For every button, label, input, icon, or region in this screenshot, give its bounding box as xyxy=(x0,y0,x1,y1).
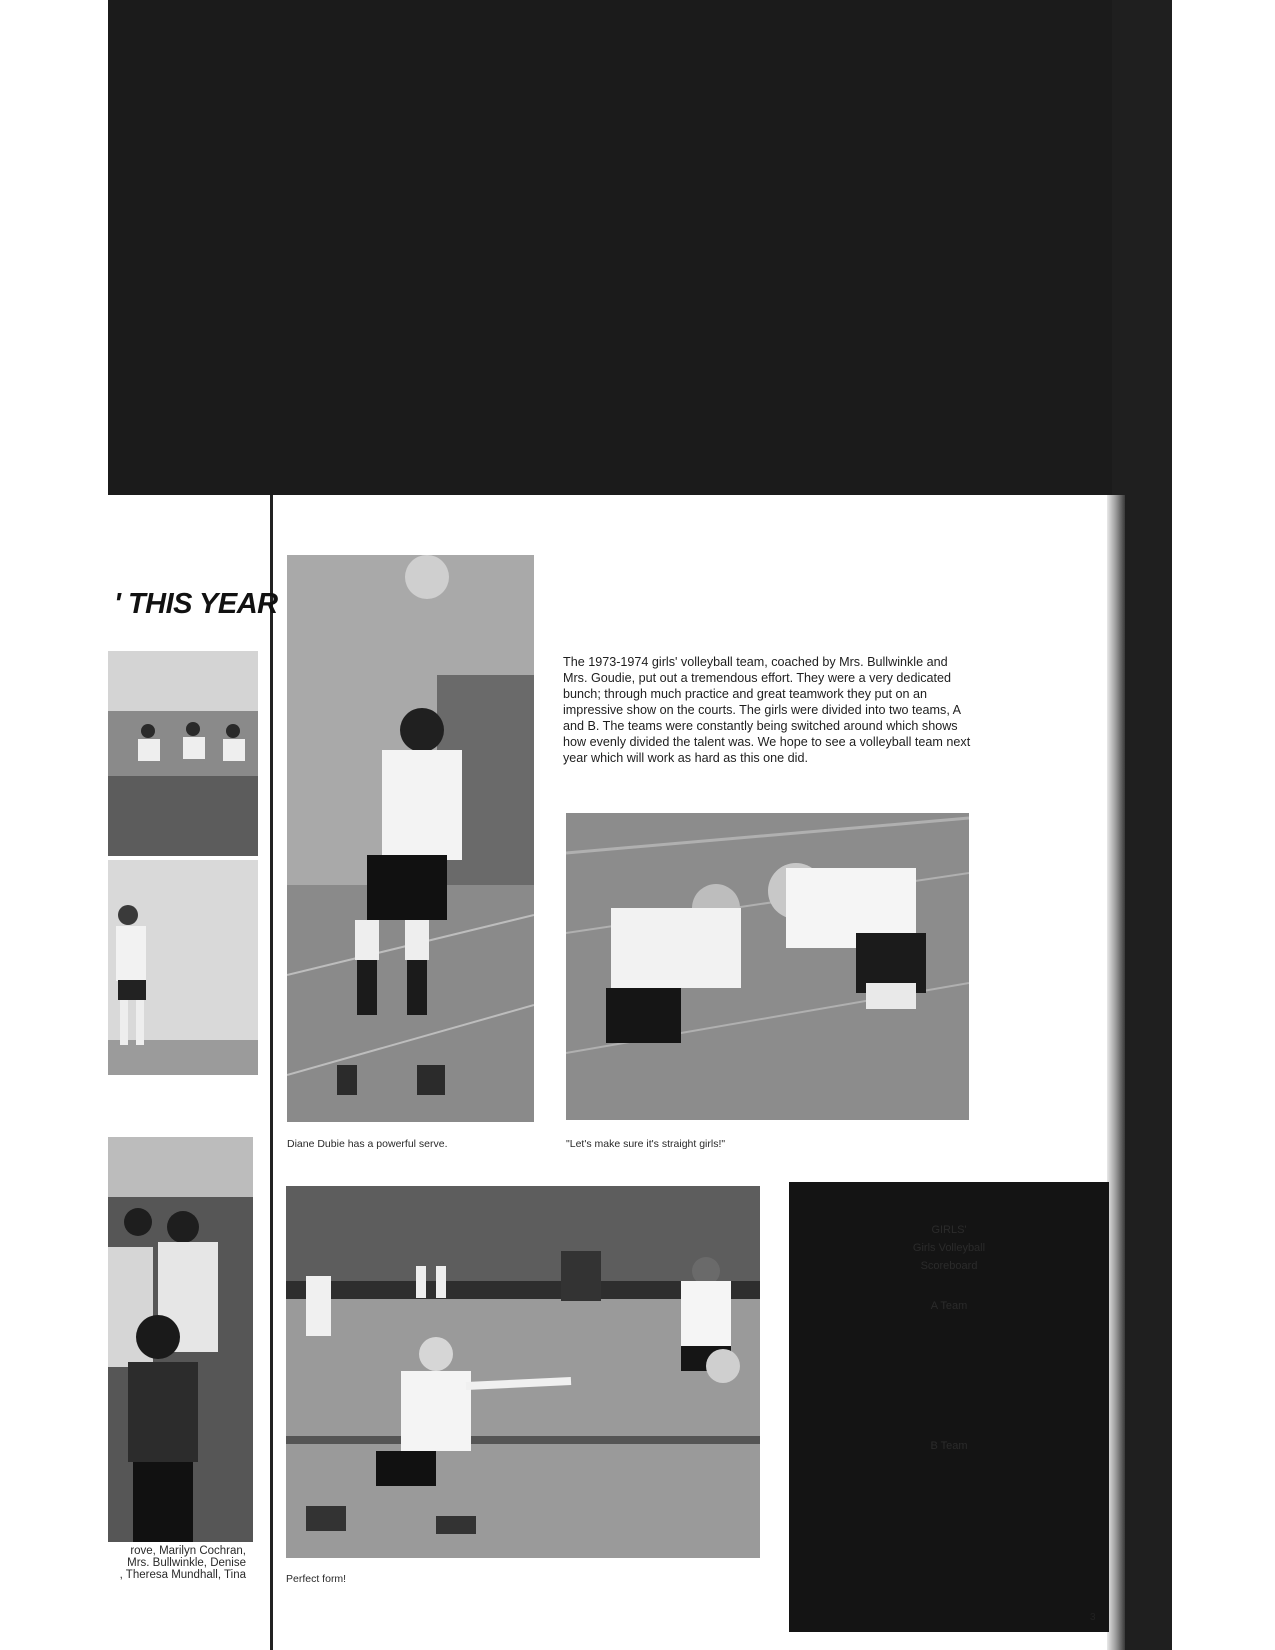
left-page-headline: ' THIS YEAR xyxy=(114,588,278,620)
serve-caption: Diane Dubie has a powerful serve. xyxy=(287,1138,448,1150)
far-right-margin xyxy=(1172,0,1275,1650)
team-caption-line: rove, Marilyn Cochran, xyxy=(130,1545,246,1557)
right-page-edge xyxy=(1107,495,1125,1650)
team-caption-line: , Theresa Mundhall, Tina xyxy=(119,1569,246,1581)
straight-line-photo xyxy=(566,813,969,1120)
player-standing-photo xyxy=(108,860,258,1075)
scoreboard-title-line: Girls Volleyball xyxy=(912,1242,986,1254)
scoreboard-title-line: GIRLS' xyxy=(931,1224,967,1236)
left-margin xyxy=(0,0,108,1650)
team-a-label: A Team xyxy=(930,1300,968,1312)
team-bench-photo xyxy=(108,651,258,856)
straight-caption: "Let's make sure it's straight girls!" xyxy=(566,1138,726,1150)
form-caption: Perfect form! xyxy=(286,1573,347,1585)
perfect-form-photo xyxy=(286,1186,760,1558)
team-b-label: B Team xyxy=(930,1440,968,1452)
team-caption-line: Mrs. Bullwinkle, Denise xyxy=(127,1557,246,1569)
scoreboard-box xyxy=(789,1182,1109,1632)
serve-photo xyxy=(287,555,534,1122)
page-number: 3 xyxy=(1090,1612,1096,1623)
team-caption xyxy=(106,1545,246,1581)
article-body: The 1973-1974 girls' volleyball team, coached by Mrs. Bullwinkle and Mrs. Goudie, put out a tremendous effort. They were a very dedicated bunch; through much practice and great teamwork they put on an impressive show on the courts. The girls were divided into two teams, A and B. The teams were constantly being switched around which shows how evenly divided the talent was. We hope to see a volleyball team next year which will work as hard as this one did. xyxy=(563,655,971,765)
scoreboard-title-line: Scoreboard xyxy=(920,1260,978,1272)
dark-background xyxy=(0,0,1275,495)
team-group-photo xyxy=(108,1137,253,1542)
gutter-line xyxy=(270,495,273,1650)
